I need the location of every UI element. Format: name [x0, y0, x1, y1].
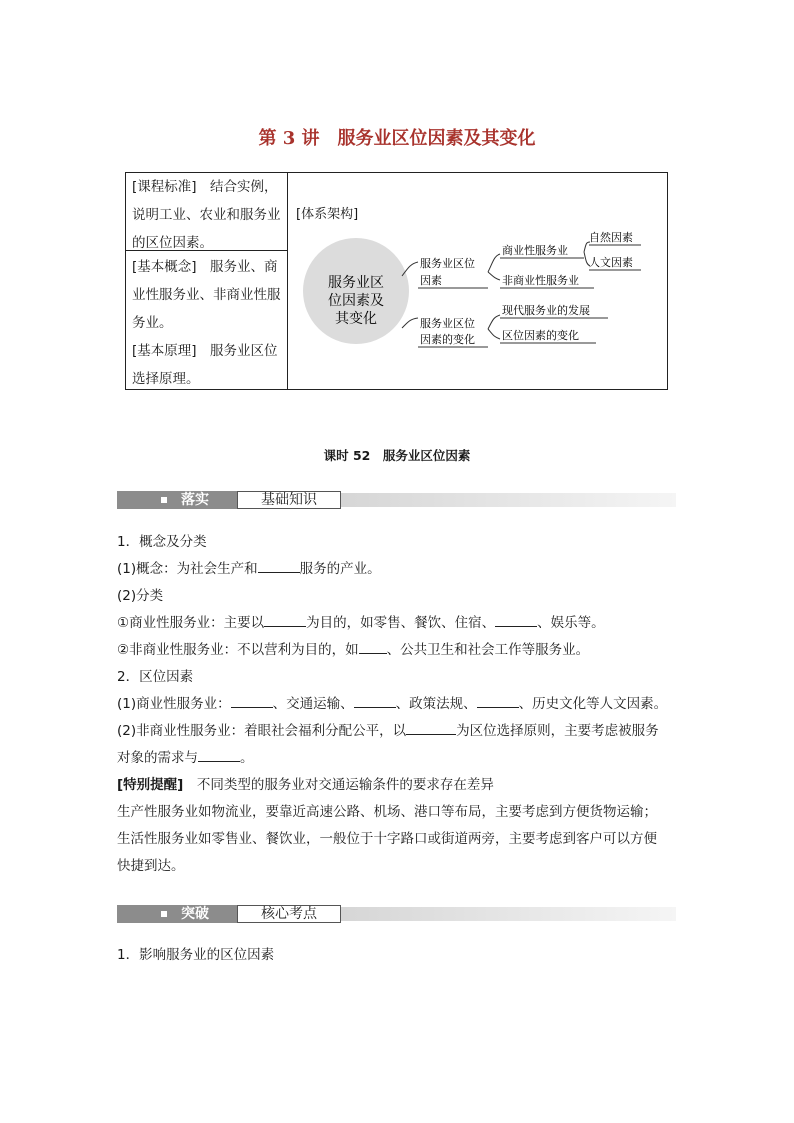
connector-center-branch2: [402, 318, 418, 328]
special-note-title: 不同类型的服务业对交通运输条件的要求存在差异: [183, 777, 494, 793]
section-bar-box-label: 核心考点: [237, 905, 341, 923]
text-segment: 。: [240, 750, 254, 766]
course-standard: [课程标准] 结合实例，说明工业、农业和服务业的区位因素。: [132, 179, 281, 251]
non-commercial-factors-line-2: [117, 745, 682, 772]
basic-knowledge-content: [117, 529, 682, 880]
section-bar-basic: [117, 491, 676, 509]
note-line-1: 生产性服务业如物流业，要靠近高速公路、机场、港口等布局，主要考虑到方便货物运输；: [117, 804, 657, 820]
natural-factor-label: 自然因素: [589, 231, 633, 244]
text-segment: 为目的，如零售、餐饮、住宿、: [306, 615, 496, 631]
text-segment: (1)商业性服务业：: [117, 696, 231, 712]
concept-map: [286, 172, 668, 390]
basic-concept-and-principle: [132, 253, 284, 393]
text-segment: 、交通运输、: [272, 696, 354, 712]
fill-blank: [359, 639, 387, 654]
text-segment: ①商业性服务业：主要以: [117, 615, 265, 631]
text-segment: (1)概念：为社会生产和: [117, 561, 258, 577]
text-segment: 为区位选择原则，主要考虑被服务: [456, 723, 659, 739]
concept-line: [117, 556, 682, 583]
note-line-2: 生活性服务业如零售业、餐饮业，一般位于十字路口或街道两旁，主要考虑到客户可以方便: [117, 831, 657, 847]
commercial-factors-line: [117, 691, 682, 718]
section-bar-dark-label: 落实: [181, 492, 209, 508]
text-segment: 、政策法规、: [395, 696, 477, 712]
section-bar-dark: [117, 905, 237, 923]
heading-location-factors: 2．区位因素: [117, 669, 194, 685]
basic-concept: [基本概念] 服务业、商业性服务业、非商业性服务业。: [132, 259, 281, 331]
section-bar-dark: [117, 491, 237, 509]
connector-modern: [488, 315, 500, 329]
branch1-line-2: 因素: [420, 274, 442, 287]
text-segment: 、娱乐等。: [537, 615, 605, 631]
fill-blank: [406, 720, 456, 735]
special-note-label: [特别提醒]: [117, 777, 184, 793]
text-segment: 、历史文化等人文因素。: [518, 696, 668, 712]
fill-blank: [231, 693, 273, 708]
special-note-heading: [117, 772, 682, 799]
core-content: [117, 942, 682, 969]
section-bar-gradient: [341, 907, 676, 921]
branch2-line-2: 因素的变化: [420, 333, 475, 346]
commercial-line: [117, 610, 682, 637]
fill-blank: [198, 747, 240, 762]
branch2-line-1: 服务业区位: [420, 317, 475, 330]
center-line-1: 服务业区: [328, 275, 384, 291]
connector-b1-noncommercial: [488, 272, 500, 280]
section-bar-core: [117, 905, 676, 923]
center-line-3: 其变化: [335, 311, 377, 327]
fill-blank: [264, 612, 306, 627]
lesson-title: 课时 52 服务业区位因素: [323, 448, 471, 463]
connector-change: [488, 329, 500, 339]
heading-influencing-factors: 1．影响服务业的区位因素: [117, 947, 275, 963]
non-commercial-label: 非商业性服务业: [502, 274, 579, 287]
square-bullet-icon: [161, 911, 167, 917]
fill-blank: [495, 612, 537, 627]
section-bar-box-label: 基础知识: [237, 491, 341, 509]
fill-blank: [354, 693, 396, 708]
text-segment: (2)非商业性服务业：着眼社会福利分配公平，以: [117, 723, 407, 739]
section-bar-dark-label: 突破: [181, 906, 209, 922]
architecture-label: [体系架构]: [296, 207, 359, 222]
fill-blank: [477, 693, 519, 708]
non-commercial-factors-line: [117, 718, 682, 745]
text-segment: 、公共卫生和社会工作等服务业。: [386, 642, 590, 658]
classification-line: (2)分类: [117, 588, 164, 604]
branch1-line-1: 服务业区位: [420, 257, 475, 270]
square-bullet-icon: [161, 497, 167, 503]
section-bar-gradient: [341, 493, 676, 507]
text-segment: ②非商业性服务业：不以营利为目的，如: [117, 642, 359, 658]
fill-blank: [258, 558, 300, 573]
commercial-label: 商业性服务业: [502, 244, 568, 257]
modern-service-label: 现代服务业的发展: [502, 304, 590, 317]
heading-concept-classification: 1．概念及分类: [117, 534, 207, 550]
text-segment: 对象的需求与: [117, 750, 198, 766]
connector-b1-commercial: [488, 254, 500, 272]
note-line-3: 快捷到达。: [117, 858, 185, 874]
page-title: 第 3 讲 服务业区位因素及其变化: [258, 128, 536, 149]
center-line-2: 位因素及: [328, 293, 384, 309]
center-node: [303, 238, 409, 344]
text-segment: 服务的产业。: [299, 561, 381, 577]
human-factor-label: 人文因素: [589, 256, 633, 269]
non-commercial-line: [117, 637, 682, 664]
basic-principle: [基本原理] 服务业区位选择原理。: [132, 343, 278, 387]
factor-change-label: 区位因素的变化: [502, 329, 579, 342]
